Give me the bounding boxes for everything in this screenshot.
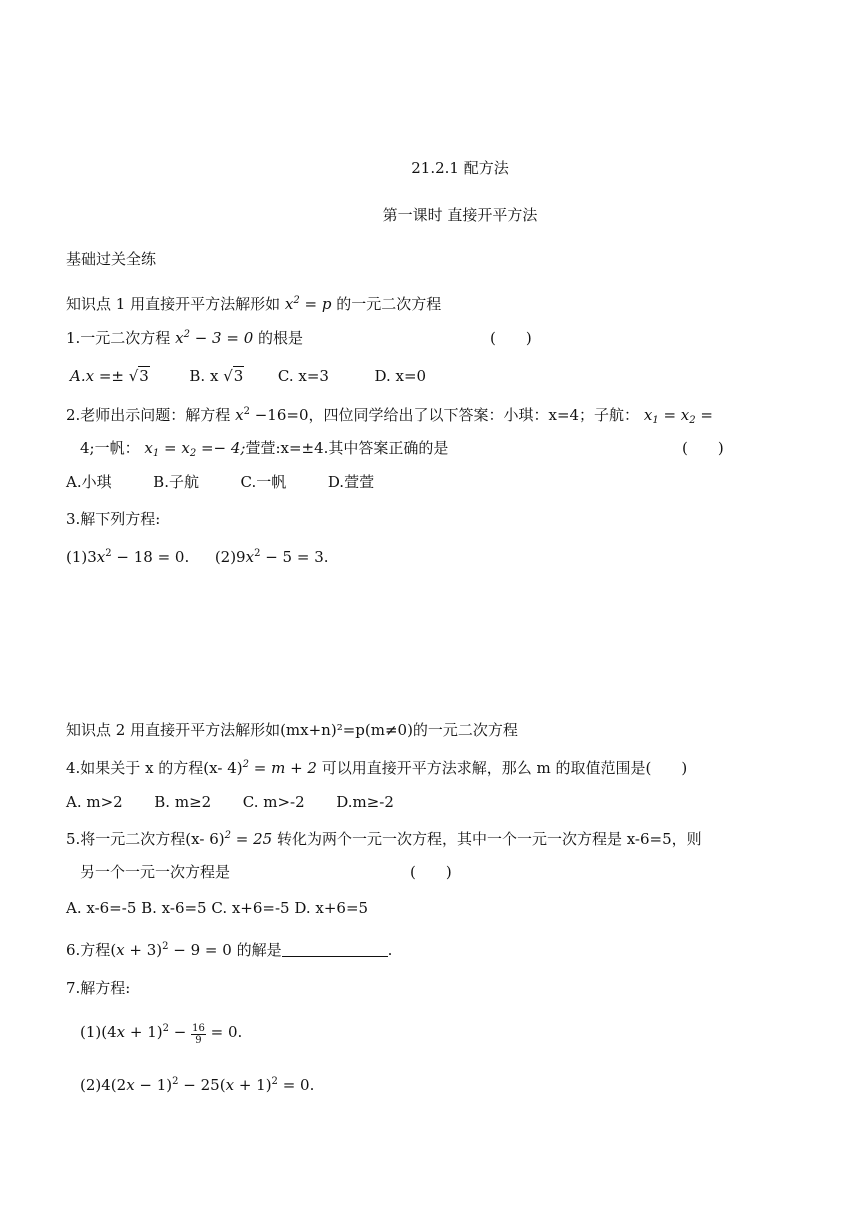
q7-eq-2: $(2)4(2x - 1)^2 - 25(x + 1)^2 = 0$.: [80, 1076, 315, 1094]
q2-eq-zihang: $x_1 = x_2$ =: [643, 406, 713, 426]
q7-eq-1: $(1)(4x + 1)^2$ − $\frac{16}{9}$ = 0.: [80, 1023, 243, 1046]
q1-option-a: A.x =± √3: [70, 367, 149, 385]
q4-option-a: A. m>2: [66, 793, 123, 811]
q4-option-d: D.m≥-2: [336, 793, 394, 811]
q5-answer-paren: ( ): [410, 863, 452, 881]
q2-answer-paren: ( ): [682, 439, 724, 457]
q7-fraction: $\frac{16}{9}$: [192, 1023, 205, 1046]
q5-post: 转化为两个一元一次方程，其中一个一元一次方程是 x-6=5，则: [276, 830, 702, 848]
question-7: 7.解方程:: [66, 979, 131, 997]
q1-option-b: B. x √3: [189, 367, 244, 385]
q6-pre: 6.方程: [66, 941, 111, 959]
q1-options: [70, 366, 426, 386]
q2-option-a: A.小琪: [66, 473, 112, 491]
q2-line2-post: 萱萱:x=±4.其中答案正确的是: [245, 439, 449, 457]
question-1: [66, 328, 303, 348]
kp1-suffix: 的一元二次方程: [336, 295, 442, 313]
q5-equation: $^2$ = 25: [224, 830, 273, 848]
q1-option-d: D. x=0: [374, 367, 427, 385]
q3-equations: [66, 547, 329, 567]
question-2-line-2: [80, 438, 448, 458]
page-subtitle: 第一课时 直接开平方法: [382, 206, 538, 224]
q1-equation: $x^2 - 3 = 0$: [175, 329, 254, 347]
q4-option-c: C. m>-2: [242, 793, 305, 811]
q4-stem-post: 可以用直接开平方法求解，那么 m 的取值范围是( ): [321, 759, 688, 777]
q3-eq-2: $(2)9x^2 - 5 = 3$.: [214, 548, 329, 566]
knowledge-point-1: [66, 294, 441, 314]
q4-equation: $^2$ = m + 2: [242, 759, 317, 777]
q4-option-b: B. m≥2: [154, 793, 212, 811]
question-4: [66, 758, 687, 778]
q3-eq-1: $(1)3x^2 - 18 = 0$.: [66, 548, 190, 566]
q1-stem-pre: 1.一元二次方程: [66, 329, 171, 347]
kp1-label: 知识点 1 用直接开平方法解形如: [66, 295, 281, 313]
q4-options: [66, 792, 394, 812]
q2-eq-yifan: $x_1 = x_2 =- 4$;: [144, 439, 246, 459]
q2-options: [66, 472, 374, 492]
q2-option-b: B.子航: [153, 473, 199, 491]
question-2-line-1: 2.老师出示问题：解方程 $x^2 -16=0$，四位同学给出了以下答案：小琪：x=4；子航： $x_1 = x_2$ =: [66, 406, 713, 426]
q6-answer-blank[interactable]: [282, 942, 388, 957]
q6-equation: $(x + 3)^2 - 9 = 0$: [110, 941, 232, 959]
knowledge-point-2: 知识点 2 用直接开平方法解形如(mx+n)²=p(m≠0)的一元二次方程: [66, 721, 518, 739]
question-5-line-1: [66, 829, 702, 849]
q5-options: A. x-6=-5 B. x-6=5 C. x+6=-5 D. x+6=5: [66, 899, 369, 917]
q6-end: .: [387, 941, 393, 959]
q6-post: 的解是: [236, 941, 282, 959]
section-heading: 基础过关全练: [66, 250, 157, 268]
q2-stem-mid: −16=0，四位同学给出了以下答案：小琪：x=4；子航：: [249, 406, 640, 424]
q4-stem-pre: 4.如果关于 x 的方程(x- 4): [66, 759, 243, 777]
page-title: 21.2.1 配方法: [411, 159, 509, 177]
question-6: [66, 940, 392, 960]
question-5-line-2: 另一个一元一次方程是: [80, 863, 231, 881]
q1-answer-paren: ( ): [490, 329, 532, 347]
kp1-equation: $x^2 = p$: [284, 295, 332, 313]
q5-pre: 5.将一元二次方程(x- 6): [66, 830, 225, 848]
q2-stem-pre: 2.老师出示问题：解方程: [66, 406, 231, 424]
question-3: 3.解下列方程:: [66, 510, 161, 528]
q1-stem-post: 的根是: [258, 329, 304, 347]
q2-option-c: C.一帆: [240, 473, 287, 491]
q1-option-c: C. x=3: [277, 367, 329, 385]
q2-option-d: D.萱萱: [327, 473, 375, 491]
q2-line2-pre: 4;一帆：: [80, 439, 140, 457]
